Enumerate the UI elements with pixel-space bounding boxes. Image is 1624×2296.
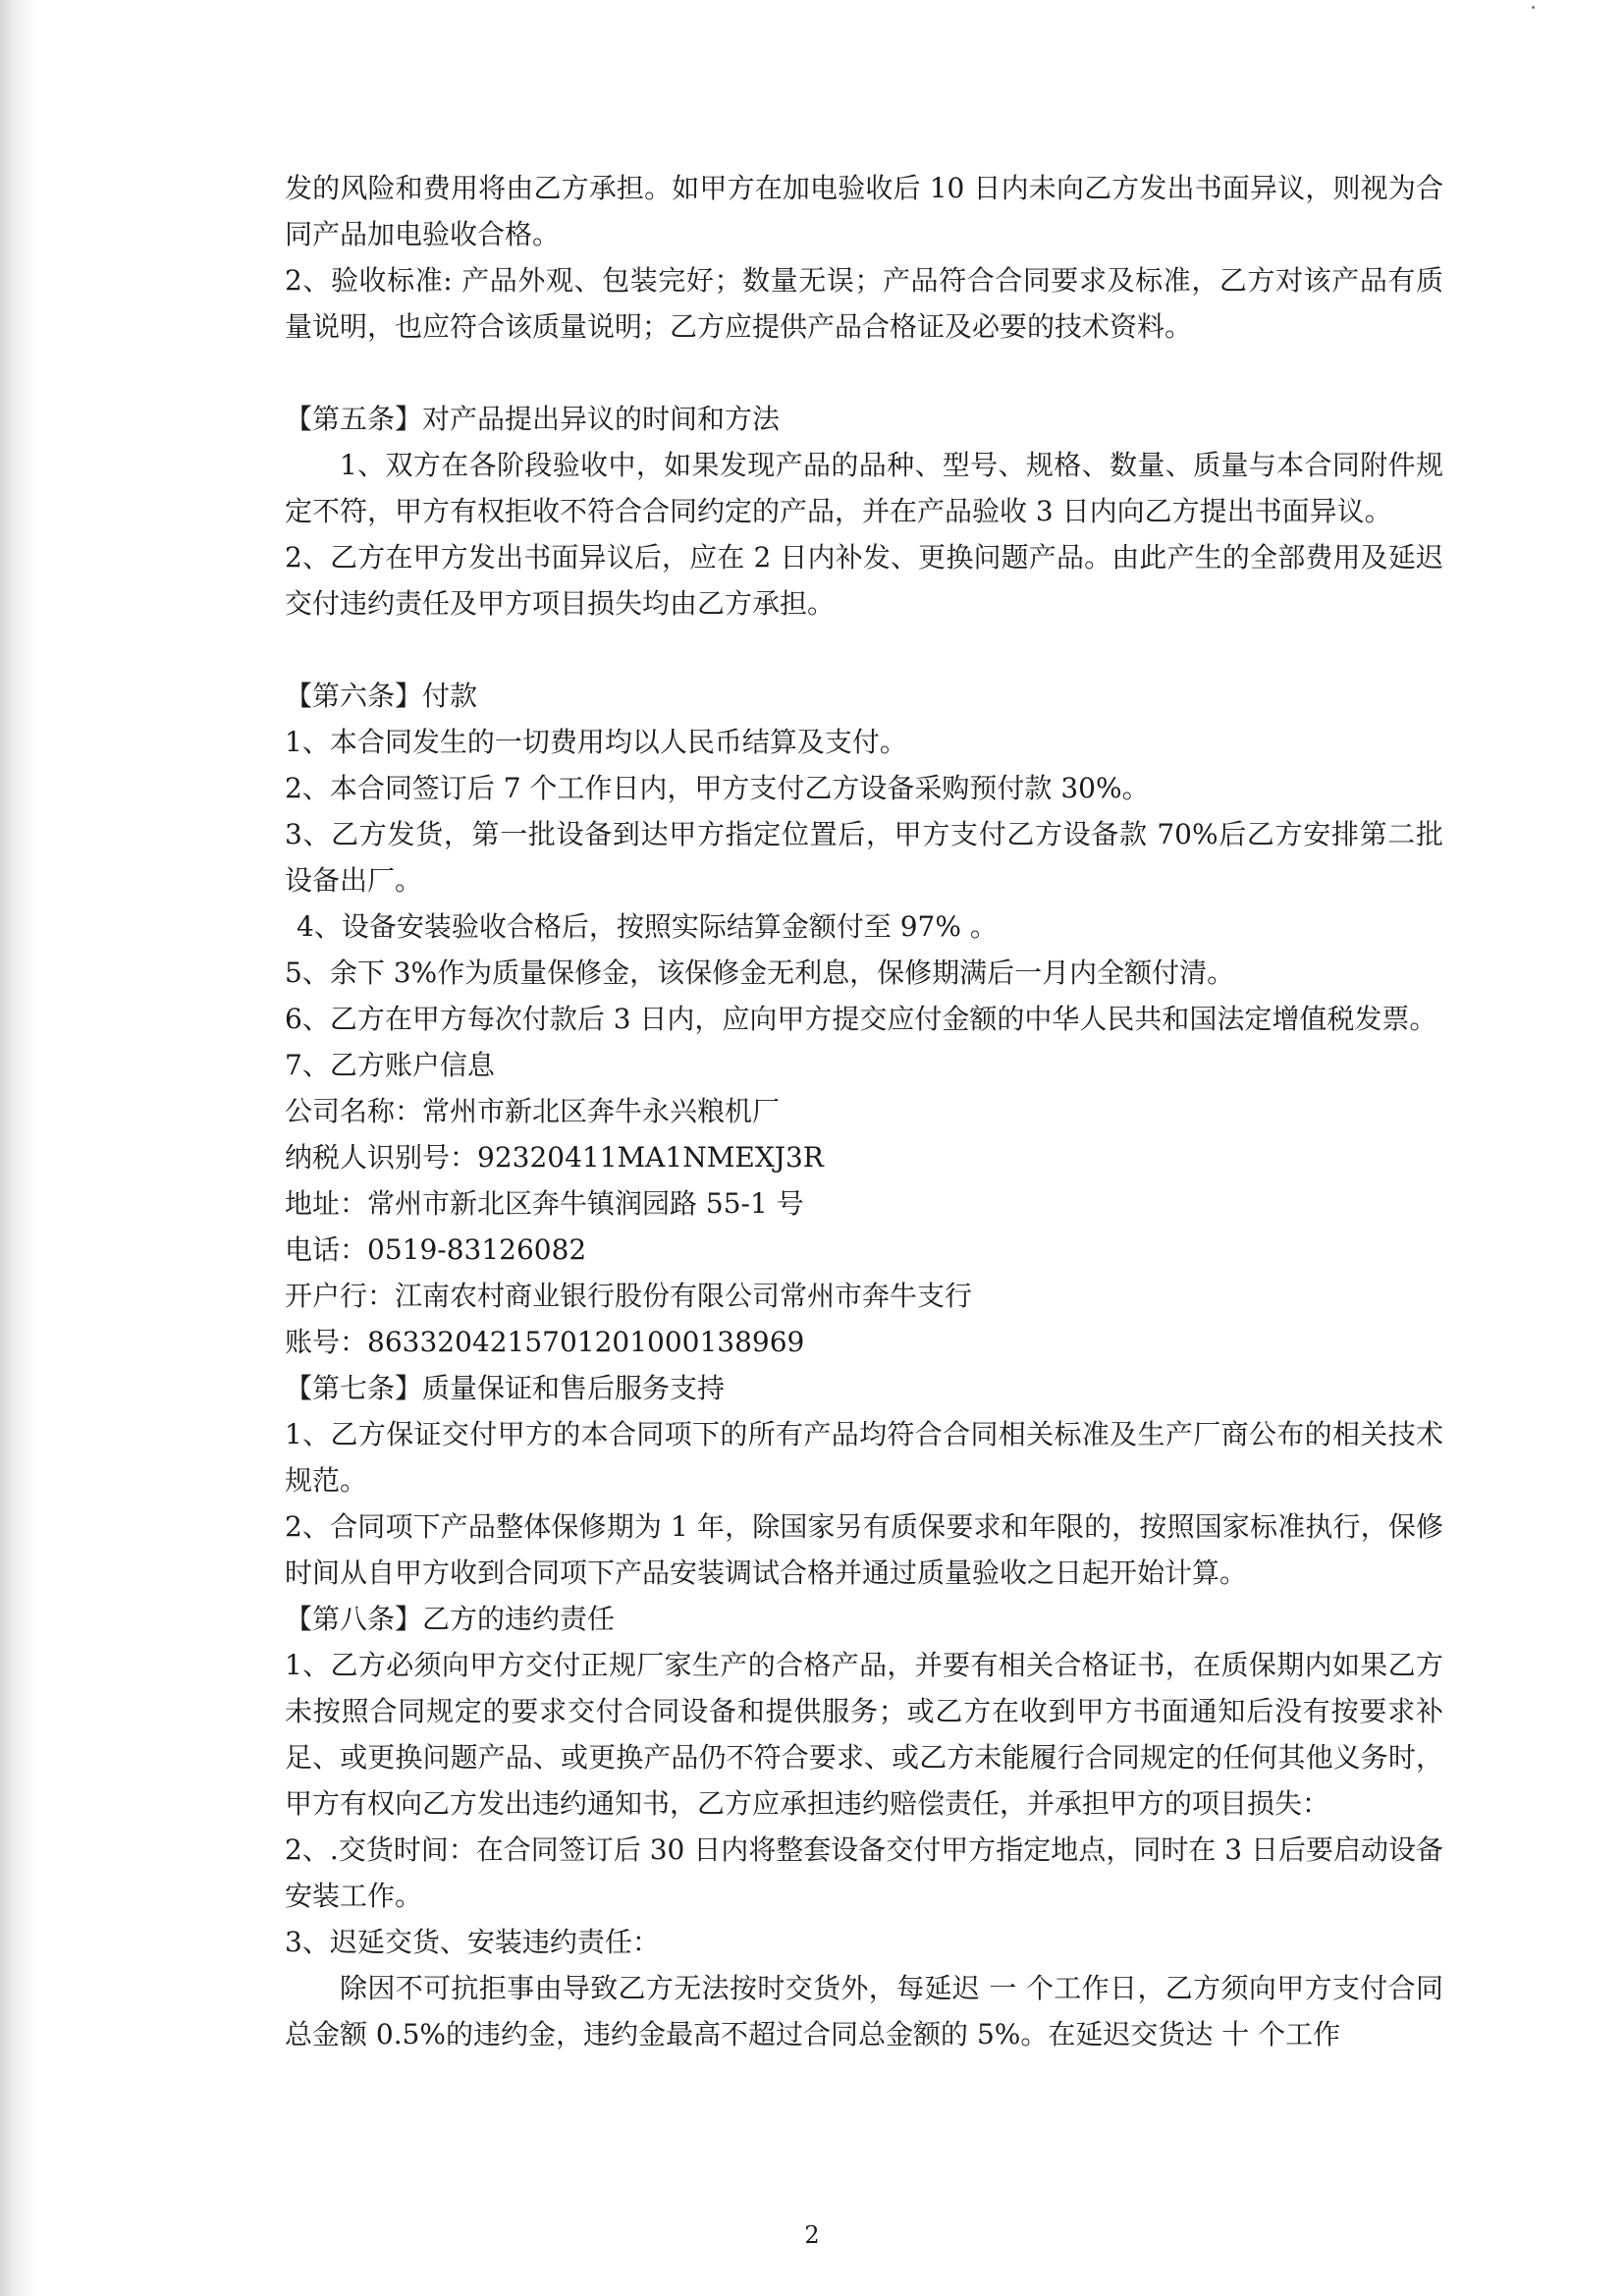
account-bank: 开户行：江南农村商业银行股份有限公司常州市奔牛支行 <box>285 1280 973 1312</box>
scan-edge-shadow <box>0 0 39 2296</box>
article-8-item-3-detail: 除因不可抗拒事由导致乙方无法按时交货外，每延迟 一 个工作日，乙方须向甲方支付合同总金额 0.5%的违约金，违约金最高不超过合同总金额的 5%。在延迟交货达 十 个工作 <box>285 1972 1443 2050</box>
account-address: 地址：常州市新北区奔牛镇润园路 55-1 号 <box>285 1187 804 1220</box>
page-number: 2 <box>804 2221 820 2249</box>
article-6-item-7: 7、乙方账户信息 <box>285 1049 495 1081</box>
account-company: 公司名称：常州市新北区奔牛永兴粮机厂 <box>285 1095 781 1127</box>
article-6-item-4: 4、设备安装验收合格后，按照实际结算金额付至 97% 。 <box>297 910 998 943</box>
article-5-title: 【第五条】对产品提出异议的时间和方法 <box>285 403 781 435</box>
article-6-title: 【第六条】付款 <box>285 680 478 712</box>
scan-speck <box>1532 6 1535 9</box>
paragraph-acceptance-standard: 2、验收标准: 产品外观、包装完好；数量无误；产品符合合同要求及标准，乙方对该产品有质量说明，也应符合该质量说明；乙方应提供产品合格证及必要的技术资料。 <box>285 264 1443 343</box>
article-8-item-1: 1、乙方必须向甲方交付正规厂家生产的合格产品，并要有相关合格证书，在质保期内如果乙方未按照合同规定的要求交付合同设备和提供服务；或乙方在收到甲方书面通知后没有按要求补足、或更换问题产品、或更换产品仍不符合要求、或乙方未能履行合同规定的任何其他义务时，甲方有权向乙方发出违约通知书，乙方应承担违约赔偿责任，并承担甲方的项目损失： <box>285 1649 1443 1820</box>
article-7-item-1: 1、乙方保证交付甲方的本合同项下的所有产品均符合合同相关标准及生产厂商公布的相关技术规范。 <box>285 1418 1443 1497</box>
spacer <box>285 350 1443 396</box>
spacer <box>285 627 1443 673</box>
article-8-item-3: 3、迟延交货、安装违约责任： <box>285 1926 660 1958</box>
account-number: 账号：8633204215701201000138969 <box>285 1326 805 1358</box>
article-5-item-1: 1、双方在各阶段验收中，如果发现产品的品种、型号、规格、数量、质量与本合同附件规定不符，甲方有权拒收不符合合同约定的产品，并在产品验收 3 日内向乙方提出书面异议。 <box>285 449 1443 527</box>
account-tax-id: 纳税人识别号：92320411MA1NMEXJ3R <box>285 1141 824 1174</box>
article-6-item-6: 6、乙方在甲方每次付款后 3 日内，应向甲方提交应付金额的中华人民共和国法定增值税发票。 <box>285 1003 1437 1035</box>
document-body <box>285 165 1443 2057</box>
article-6-item-3: 3、乙方发货，第一批设备到达甲方指定位置后，甲方支付乙方设备款 70%后乙方安排第二批设备出厂。 <box>285 818 1443 897</box>
account-phone: 电话：0519-83126082 <box>285 1233 587 1266</box>
article-8-title: 【第八条】乙方的违约责任 <box>285 1603 616 1635</box>
article-8-item-2: 2、.交货时间：在合同签订后 30 日内将整套设备交付甲方指定地点，同时在 3 日后要启动设备安装工作。 <box>285 1833 1443 1912</box>
article-7-item-2: 2、合同项下产品整体保修期为 1 年，除国家另有质保要求和年限的，按照国家标准执行，保修时间从自甲方收到合同项下产品安装调试合格并通过质量验收之日起开始计算。 <box>285 1510 1443 1589</box>
article-7-title: 【第七条】质量保证和售后服务支持 <box>285 1372 726 1404</box>
paragraph-risk-cost: 发的风险和费用将由乙方承担。如甲方在加电验收后 10 日内未向乙方发出书面异议，则视为合同产品加电验收合格。 <box>285 172 1443 250</box>
article-5-item-2: 2、乙方在甲方发出书面异议后，应在 2 日内补发、更换问题产品。由此产生的全部费用及延迟交付违约责任及甲方项目损失均由乙方承担。 <box>285 541 1443 620</box>
article-6-item-1: 1、本合同发生的一切费用均以人民币结算及支付。 <box>285 726 907 758</box>
article-6-item-2: 2、本合同签订后 7 个工作日内，甲方支付乙方设备采购预付款 30%。 <box>285 772 1150 804</box>
article-6-item-5: 5、余下 3%作为质量保修金，该保修金无利息，保修期满后一月内全额付清。 <box>285 957 1235 989</box>
